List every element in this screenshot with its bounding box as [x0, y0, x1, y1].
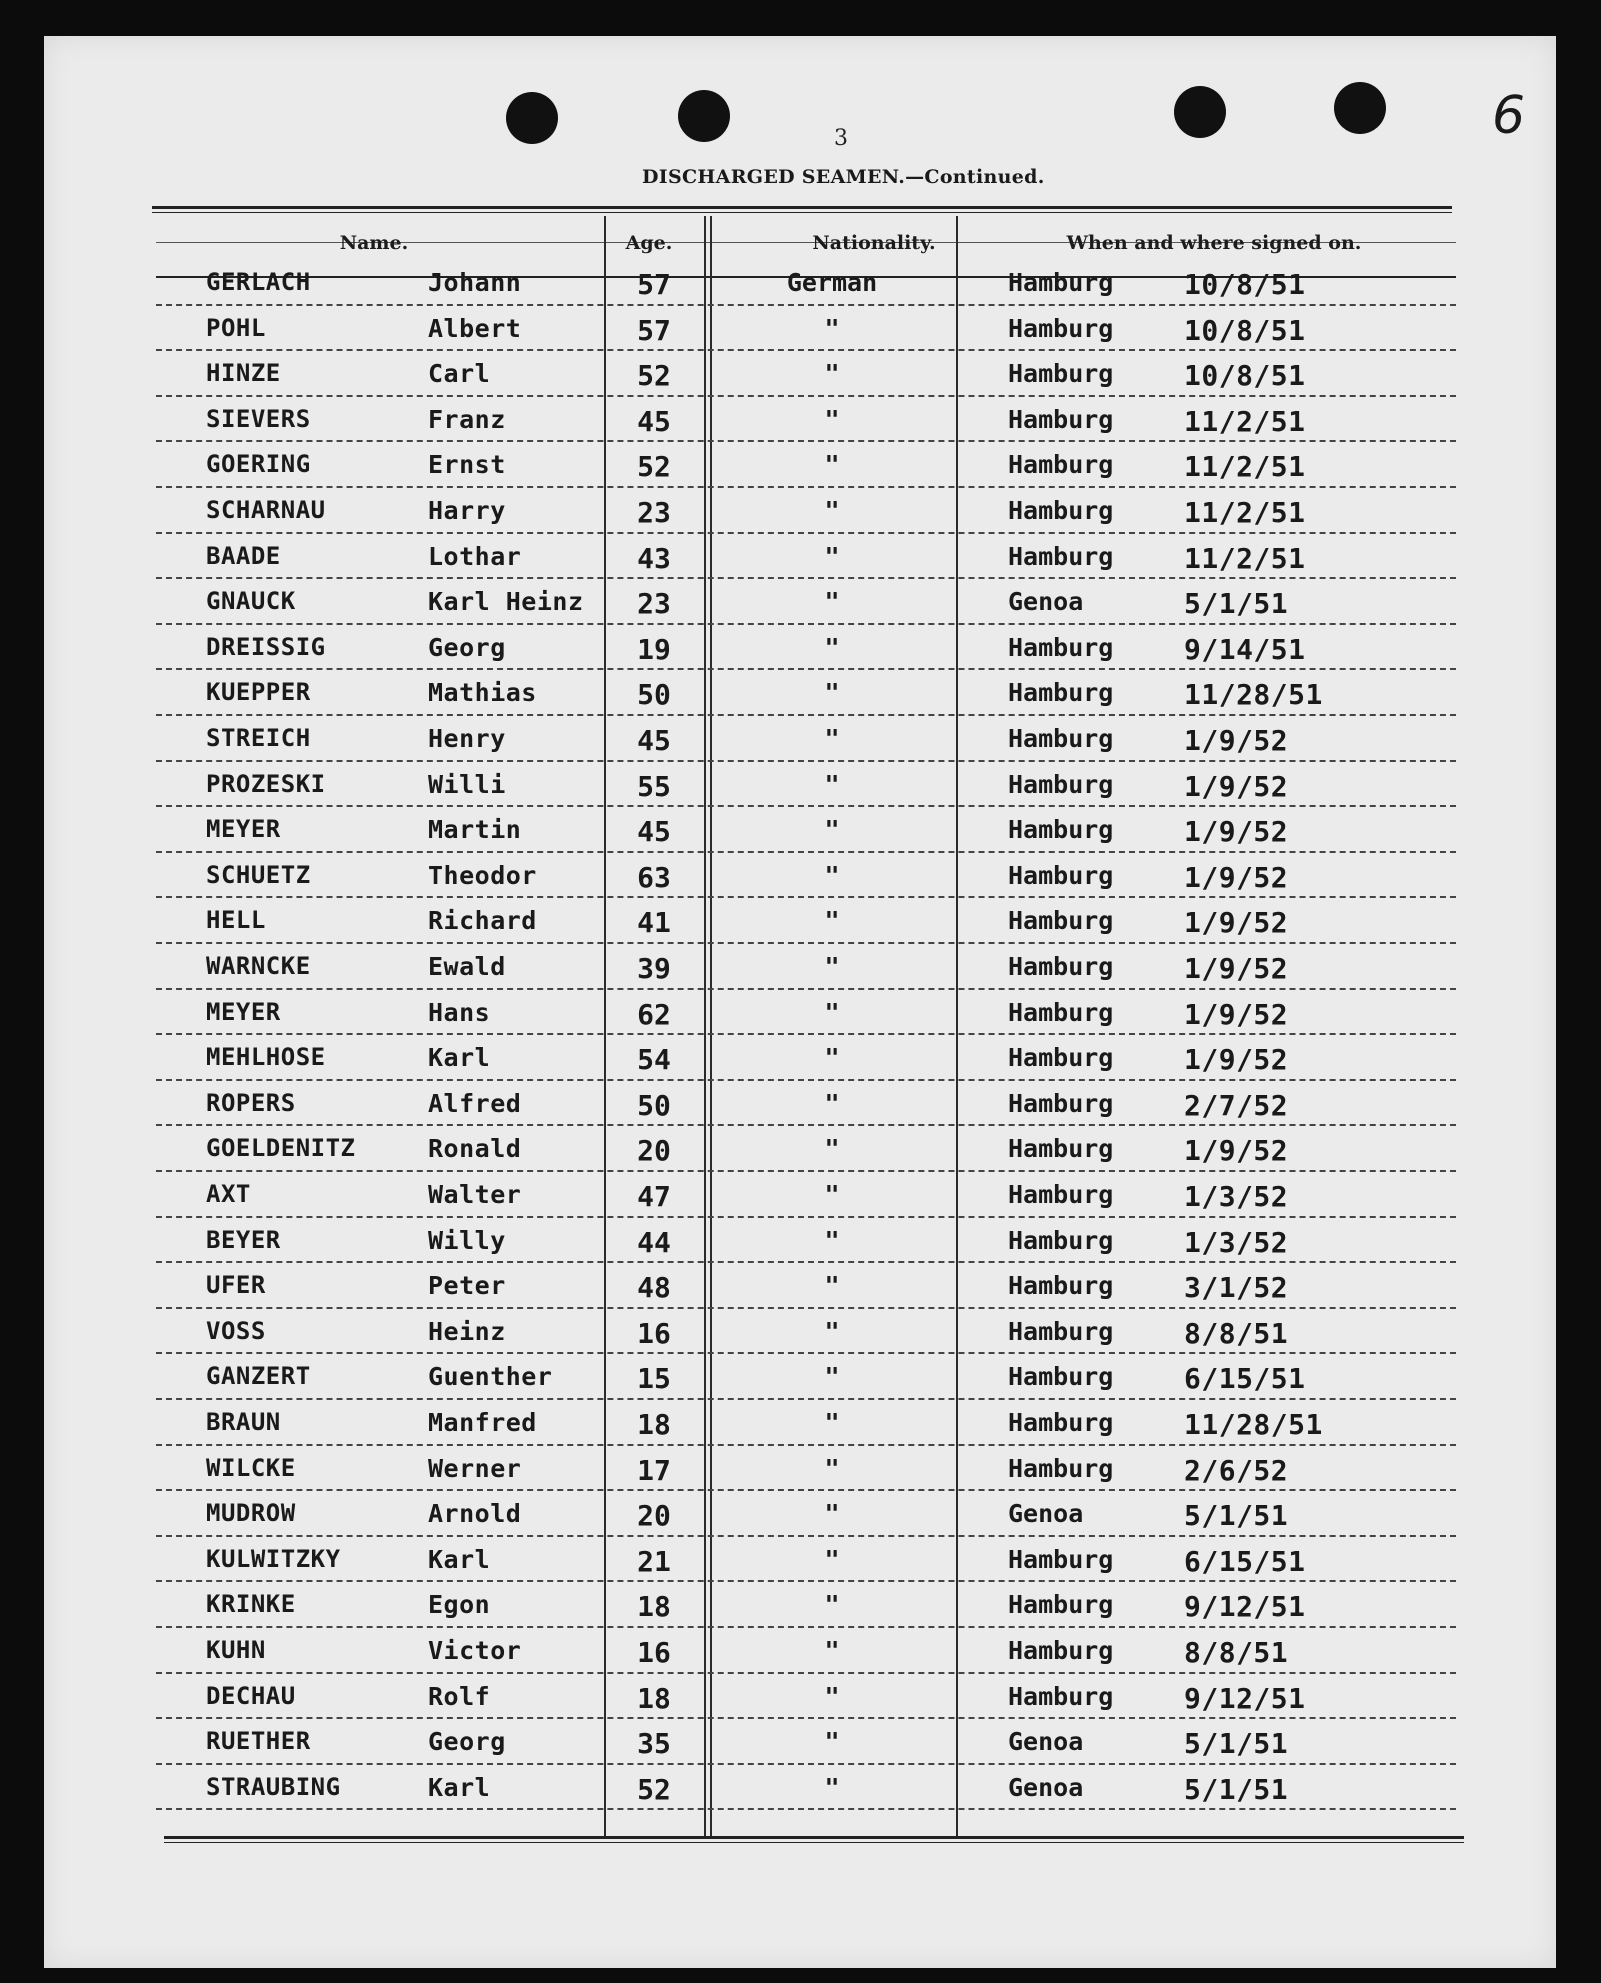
row-dotted-rule	[156, 577, 1456, 579]
signed-on-date: 11/2/51	[1184, 496, 1306, 529]
row-dotted-rule	[156, 1033, 1456, 1035]
signed-on-port: Hamburg	[1008, 1544, 1114, 1574]
signed-on-port: Hamburg	[1008, 952, 1114, 981]
signed-on-port: Hamburg	[1008, 1225, 1114, 1255]
row-dotted-rule	[156, 1489, 1456, 1491]
seaman-nationality: "	[824, 769, 840, 799]
signed-on-port: Hamburg	[1008, 860, 1114, 890]
page-number: 3	[834, 126, 848, 151]
seaman-nationality: "	[824, 541, 840, 571]
row-dotted-rule	[156, 1079, 1456, 1081]
seaman-given-name: Ewald	[428, 952, 506, 981]
seaman-age: 45	[637, 724, 671, 757]
signed-on-port: Hamburg	[1008, 1043, 1114, 1073]
seaman-surname: GOERING	[206, 450, 311, 479]
seaman-given-name: Ronald	[428, 1134, 522, 1164]
signed-on-date: 8/8/51	[1184, 1316, 1289, 1350]
top-rule-thin	[152, 212, 1452, 213]
signed-on-port: Hamburg	[1008, 404, 1114, 434]
seaman-given-name: Arnold	[428, 1499, 522, 1529]
seaman-age: 44	[637, 1225, 671, 1259]
seaman-given-name: Georg	[428, 1727, 506, 1757]
seaman-nationality: "	[824, 724, 840, 753]
seaman-surname: MEHLHOSE	[206, 1043, 326, 1072]
seaman-given-name: Karl Heinz	[428, 587, 584, 617]
seaman-given-name: Carl	[428, 359, 491, 389]
seaman-nationality: "	[824, 1772, 840, 1802]
column-divider	[956, 216, 958, 1838]
punch-hole	[1174, 86, 1226, 138]
seaman-surname: WILCKE	[206, 1453, 296, 1482]
signed-on-port: Hamburg	[1008, 1453, 1114, 1483]
signed-on-date: 1/9/52	[1184, 860, 1289, 894]
seaman-surname: MUDROW	[206, 1499, 296, 1528]
seaman-given-name: Heinz	[428, 1316, 506, 1346]
signed-on-date: 1/3/52	[1184, 1225, 1289, 1259]
seaman-age: 19	[637, 632, 671, 666]
seaman-age: 45	[637, 404, 671, 438]
seaman-age: 20	[637, 1134, 671, 1168]
seaman-nationality: "	[824, 815, 840, 845]
signed-on-port: Genoa	[1008, 1727, 1084, 1757]
signed-on-date: 5/1/51	[1184, 1499, 1289, 1533]
seaman-age: 23	[637, 496, 671, 529]
signed-on-port: Hamburg	[1008, 1636, 1114, 1665]
signed-on-port: Hamburg	[1008, 632, 1114, 662]
signed-on-date: 11/2/51	[1184, 404, 1306, 438]
seaman-age: 54	[637, 1043, 671, 1077]
row-dotted-rule	[156, 1672, 1456, 1674]
seaman-age: 52	[637, 1772, 671, 1806]
signed-on-date: 10/8/51	[1184, 268, 1306, 301]
seaman-nationality: "	[824, 450, 840, 480]
seaman-age: 41	[637, 906, 671, 940]
signed-on-date: 9/12/51	[1184, 1681, 1306, 1715]
seaman-given-name: Werner	[428, 1453, 522, 1483]
seaman-nationality: German	[786, 268, 878, 297]
signed-on-port: Hamburg	[1008, 1271, 1114, 1301]
seaman-nationality: "	[824, 1681, 840, 1711]
signed-on-port: Hamburg	[1008, 268, 1114, 297]
row-dotted-rule	[156, 1216, 1456, 1218]
seaman-given-name: Karl	[428, 1544, 491, 1574]
row-dotted-rule	[156, 896, 1456, 898]
signed-on-date: 1/9/52	[1184, 815, 1289, 849]
seaman-nationality: "	[824, 952, 840, 981]
signed-on-date: 11/2/51	[1184, 450, 1306, 484]
signed-on-port: Hamburg	[1008, 1362, 1114, 1392]
signed-on-date: 5/1/51	[1184, 1772, 1289, 1806]
column-header-name: Name.	[339, 232, 409, 254]
signed-on-date: 1/9/52	[1184, 724, 1289, 757]
row-dotted-rule	[156, 304, 1456, 306]
seaman-nationality: "	[824, 1134, 840, 1164]
document-title: DISCHARGED SEAMEN.—Continued.	[642, 166, 1045, 188]
seaman-given-name: Guenther	[428, 1362, 553, 1392]
seaman-given-name: Manfred	[428, 1408, 537, 1437]
signed-on-port: Hamburg	[1008, 1681, 1114, 1711]
seaman-nationality: "	[824, 906, 840, 936]
signed-on-port: Hamburg	[1008, 997, 1114, 1027]
seaman-surname: MEYER	[206, 997, 281, 1026]
bottom-rule-thin	[164, 1842, 1464, 1843]
seaman-age: 57	[637, 313, 671, 347]
row-dotted-rule	[156, 942, 1456, 944]
row-dotted-rule	[156, 805, 1456, 807]
seaman-given-name: Walter	[428, 1180, 522, 1209]
signed-on-port: Hamburg	[1008, 678, 1114, 708]
seaman-nationality: "	[824, 1544, 840, 1574]
row-dotted-rule	[156, 440, 1456, 442]
column-divider	[710, 216, 712, 1838]
seaman-surname: UFER	[206, 1271, 266, 1300]
punch-hole	[1334, 82, 1386, 134]
row-dotted-rule	[156, 623, 1456, 625]
row-dotted-rule	[156, 851, 1456, 853]
seaman-nationality: "	[824, 1362, 840, 1392]
row-dotted-rule	[156, 1535, 1456, 1537]
seaman-age: 50	[637, 678, 671, 712]
seaman-given-name: Martin	[428, 815, 522, 845]
seaman-age: 39	[637, 952, 671, 985]
row-dotted-rule	[156, 395, 1456, 397]
seaman-nationality: "	[824, 1180, 840, 1209]
signed-on-date: 8/8/51	[1184, 1636, 1289, 1669]
seaman-surname: PROZESKI	[206, 769, 326, 798]
row-dotted-rule	[156, 1261, 1456, 1263]
signed-on-date: 6/15/51	[1184, 1544, 1306, 1578]
seaman-age: 43	[637, 541, 671, 575]
seaman-nationality: "	[824, 1043, 840, 1073]
signed-on-port: Hamburg	[1008, 769, 1114, 799]
seaman-given-name: Albert	[428, 313, 522, 343]
seaman-age: 23	[637, 587, 671, 621]
seaman-surname: STRAUBING	[206, 1772, 341, 1801]
row-dotted-rule	[156, 668, 1456, 670]
seaman-surname: DREISSIG	[206, 632, 326, 661]
row-dotted-rule	[156, 1763, 1456, 1765]
seaman-surname: GOELDENITZ	[206, 1134, 356, 1163]
seaman-age: 48	[637, 1271, 671, 1305]
seaman-age: 35	[637, 1727, 671, 1761]
row-dotted-rule	[156, 349, 1456, 351]
seaman-surname: AXT	[206, 1180, 251, 1208]
seaman-surname: RUETHER	[206, 1727, 311, 1756]
signed-on-date: 2/7/52	[1184, 1088, 1289, 1122]
signed-on-date: 5/1/51	[1184, 587, 1289, 621]
seaman-nationality: "	[824, 587, 840, 617]
seaman-given-name: Lothar	[428, 541, 522, 571]
seaman-nationality: "	[824, 997, 840, 1027]
signed-on-port: Genoa	[1008, 1772, 1084, 1802]
seaman-nationality: "	[824, 1088, 840, 1118]
row-dotted-rule	[156, 988, 1456, 990]
seaman-nationality: "	[824, 1408, 840, 1437]
seaman-surname: KRINKE	[206, 1590, 296, 1619]
seaman-surname: GANZERT	[206, 1362, 311, 1391]
signed-on-date: 9/14/51	[1184, 632, 1306, 666]
signed-on-date: 1/9/52	[1184, 906, 1289, 940]
row-dotted-rule	[156, 532, 1456, 534]
row-dotted-rule	[156, 1170, 1456, 1172]
seaman-surname: STREICH	[206, 724, 311, 752]
seaman-age: 18	[637, 1681, 671, 1715]
signed-on-port: Hamburg	[1008, 1088, 1114, 1118]
column-divider	[604, 216, 606, 1838]
seaman-surname: KUEPPER	[206, 678, 311, 707]
seaman-age: 16	[637, 1636, 671, 1669]
signed-on-port: Genoa	[1008, 1499, 1084, 1529]
seaman-nationality: "	[824, 1453, 840, 1483]
top-rule	[152, 206, 1452, 209]
seaman-surname: DECHAU	[206, 1681, 296, 1710]
seaman-nationality: "	[824, 359, 840, 389]
seaman-given-name: Alfred	[428, 1088, 522, 1118]
row-dotted-rule	[156, 1808, 1456, 1810]
signed-on-date: 11/28/51	[1184, 1408, 1323, 1441]
seaman-given-name: Henry	[428, 724, 506, 753]
seaman-given-name: Franz	[428, 404, 506, 434]
seaman-given-name: Theodor	[428, 860, 537, 890]
signed-on-port: Hamburg	[1008, 724, 1114, 753]
seaman-age: 62	[637, 997, 671, 1031]
signed-on-port: Hamburg	[1008, 906, 1114, 936]
signed-on-port: Hamburg	[1008, 450, 1114, 480]
seaman-given-name: Richard	[428, 906, 537, 936]
signed-on-date: 1/9/52	[1184, 769, 1289, 803]
seaman-age: 16	[637, 1316, 671, 1350]
column-divider	[704, 216, 706, 1838]
seaman-given-name: Victor	[428, 1636, 522, 1665]
signed-on-date: 3/1/52	[1184, 1271, 1289, 1305]
signed-on-date: 11/28/51	[1184, 678, 1323, 712]
seaman-given-name: Ernst	[428, 450, 506, 480]
seaman-age: 20	[637, 1499, 671, 1533]
seaman-age: 52	[637, 450, 671, 484]
seaman-nationality: "	[824, 1499, 840, 1529]
seaman-age: 52	[637, 359, 671, 393]
seaman-given-name: Hans	[428, 997, 491, 1027]
seaman-given-name: Johann	[428, 268, 522, 297]
bottom-rule	[164, 1836, 1464, 1839]
seaman-nationality: "	[824, 1316, 840, 1346]
row-dotted-rule	[156, 1444, 1456, 1446]
punch-hole	[506, 92, 558, 144]
signed-on-port: Hamburg	[1008, 1316, 1114, 1346]
signed-on-port: Hamburg	[1008, 1180, 1114, 1209]
row-dotted-rule	[156, 1580, 1456, 1582]
column-header-age: Age.	[625, 232, 673, 254]
seaman-age: 18	[637, 1408, 671, 1441]
seaman-age: 63	[637, 860, 671, 894]
seaman-surname: KUHN	[206, 1636, 266, 1664]
seaman-nationality: "	[824, 1225, 840, 1255]
signed-on-date: 11/2/51	[1184, 541, 1306, 575]
signed-on-port: Hamburg	[1008, 496, 1114, 525]
seaman-age: 50	[637, 1088, 671, 1122]
seaman-surname: VOSS	[206, 1316, 266, 1345]
seaman-nationality: "	[824, 1590, 840, 1620]
seaman-age: 15	[637, 1362, 671, 1396]
signed-on-date: 1/9/52	[1184, 997, 1289, 1031]
signed-on-date: 6/15/51	[1184, 1362, 1306, 1396]
seaman-age: 47	[637, 1180, 671, 1213]
row-dotted-rule	[156, 1398, 1456, 1400]
seaman-given-name: Karl	[428, 1772, 491, 1802]
seaman-nationality: "	[824, 860, 840, 890]
row-dotted-rule	[156, 760, 1456, 762]
seaman-age: 17	[637, 1453, 671, 1487]
seaman-surname: HINZE	[206, 359, 281, 388]
seaman-given-name: Georg	[428, 632, 506, 662]
seaman-surname: ROPERS	[206, 1088, 296, 1117]
seaman-given-name: Harry	[428, 496, 506, 525]
row-dotted-rule	[156, 1717, 1456, 1719]
signed-on-date: 1/9/52	[1184, 1043, 1289, 1077]
seaman-age: 18	[637, 1590, 671, 1624]
seaman-given-name: Willy	[428, 1225, 506, 1255]
seaman-age: 57	[637, 268, 671, 301]
signed-on-date: 1/3/52	[1184, 1180, 1289, 1213]
row-dotted-rule	[156, 1352, 1456, 1354]
document-page	[44, 36, 1556, 1968]
seaman-nationality: "	[824, 632, 840, 662]
seaman-given-name: Mathias	[428, 678, 537, 708]
column-header-nationality: Nationality.	[812, 232, 936, 254]
signed-on-date: 2/6/52	[1184, 1453, 1289, 1487]
seaman-surname: BEYER	[206, 1225, 281, 1254]
seaman-nationality: "	[824, 1636, 840, 1665]
seaman-surname: HELL	[206, 906, 266, 935]
punch-hole	[678, 90, 730, 142]
signed-on-date: 9/12/51	[1184, 1590, 1306, 1624]
seaman-age: 21	[637, 1544, 671, 1578]
signed-on-port: Hamburg	[1008, 359, 1114, 389]
seaman-surname: KULWITZKY	[206, 1544, 341, 1573]
row-dotted-rule	[156, 1307, 1456, 1309]
seaman-nationality: "	[824, 404, 840, 434]
row-dotted-rule	[156, 1124, 1456, 1126]
signed-on-port: Hamburg	[1008, 1134, 1114, 1164]
seaman-age: 55	[637, 769, 671, 803]
column-header-signed-on: When and where signed on.	[1066, 232, 1362, 254]
signed-on-date: 1/9/52	[1184, 1134, 1289, 1168]
seaman-age: 45	[637, 815, 671, 849]
signed-on-date: 1/9/52	[1184, 952, 1289, 985]
seaman-surname: BAADE	[206, 541, 281, 570]
seaman-nationality: "	[824, 678, 840, 708]
seaman-surname: SIEVERS	[206, 404, 311, 433]
row-dotted-rule	[156, 714, 1456, 716]
signed-on-port: Hamburg	[1008, 1408, 1114, 1437]
signed-on-date: 10/8/51	[1184, 359, 1306, 393]
seaman-surname: SCHARNAU	[206, 496, 326, 524]
seaman-given-name: Peter	[428, 1271, 506, 1301]
seaman-surname: WARNCKE	[206, 952, 311, 980]
handwritten-page-number: 6	[1492, 86, 1526, 146]
seaman-surname: SCHUETZ	[206, 860, 311, 889]
seaman-nationality: "	[824, 313, 840, 343]
seaman-given-name: Egon	[428, 1590, 491, 1620]
seaman-nationality: "	[824, 496, 840, 525]
seaman-given-name: Willi	[428, 769, 506, 799]
signed-on-port: Hamburg	[1008, 541, 1114, 571]
signed-on-port: Hamburg	[1008, 815, 1114, 845]
seaman-nationality: "	[824, 1727, 840, 1757]
seaman-surname: GNAUCK	[206, 587, 296, 616]
row-dotted-rule	[156, 1626, 1456, 1628]
signed-on-port: Hamburg	[1008, 313, 1114, 343]
signed-on-date: 5/1/51	[1184, 1727, 1289, 1761]
seaman-given-name: Rolf	[428, 1681, 491, 1711]
seaman-nationality: "	[824, 1271, 840, 1301]
seaman-surname: GERLACH	[206, 268, 311, 296]
signed-on-port: Genoa	[1008, 587, 1084, 617]
seaman-surname: POHL	[206, 313, 266, 342]
row-dotted-rule	[156, 486, 1456, 488]
seaman-given-name: Karl	[428, 1043, 491, 1073]
seaman-surname: MEYER	[206, 815, 281, 844]
seaman-surname: BRAUN	[206, 1408, 281, 1436]
signed-on-date: 10/8/51	[1184, 313, 1306, 347]
signed-on-port: Hamburg	[1008, 1590, 1114, 1620]
